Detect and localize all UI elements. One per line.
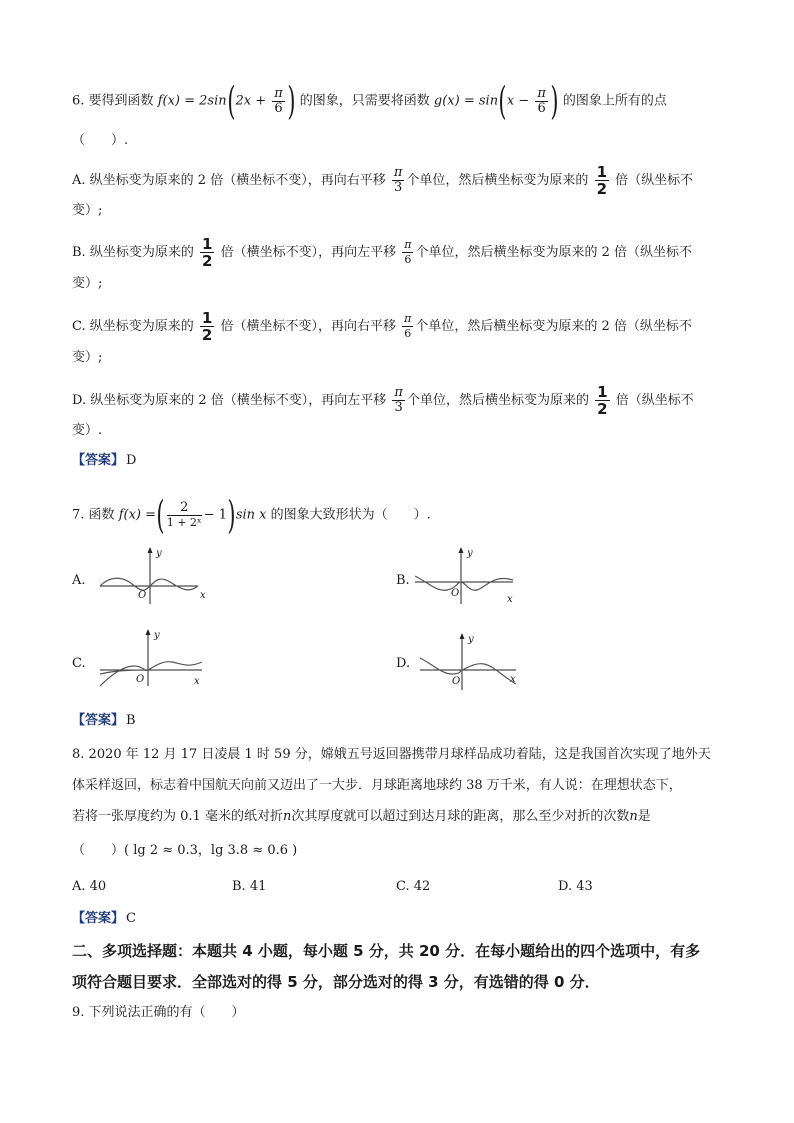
q7-stem: 7. 函数 f(x) =( $\frac{2}{\text{1 + 2ˣ}}$ − 1)sin x 的图象大致形状为（ ）. bbox=[72, 493, 431, 537]
q6-f-fraction: $\frac{\pi}{6}$ bbox=[274, 85, 283, 116]
answer-value: D bbox=[126, 453, 137, 468]
axis-y-label: y bbox=[468, 634, 474, 645]
q6-f-lhs: f(x) = 2sin bbox=[157, 93, 227, 109]
q8-line-4: （ ）( lg 2 ≈ 0.3，lg 3.8 ≈ 0.6 ) bbox=[72, 843, 298, 858]
q8-answer bbox=[72, 910, 136, 928]
q7-answer bbox=[72, 712, 136, 730]
q6-option-b: B. 纵坐标变为原来的 $\frac{1}{2}$ 倍（横坐标不变），再向左平移 $\frac{\pi}{6}$ 个单位，然后横坐标变为原来的 2 倍（纵坐标不 bbox=[72, 235, 692, 270]
answer-label: 【答案】 bbox=[72, 713, 125, 728]
q7-graph-d bbox=[418, 632, 538, 694]
axis-x-label: x bbox=[510, 674, 516, 685]
q6-option-b-cont: 变）; bbox=[72, 276, 103, 291]
q7-graph-c-label: C. bbox=[72, 656, 86, 671]
q6-g-arg: x − bbox=[506, 93, 530, 109]
q6-option-c-cont: 变）; bbox=[72, 350, 103, 365]
axis-x-label: x bbox=[200, 590, 206, 601]
q6-g-lhs: g(x) = sin bbox=[433, 93, 499, 109]
q6-f-arg: 2x + bbox=[235, 93, 267, 109]
q8-option-a: A. 40 bbox=[72, 879, 107, 894]
q8-line-3: 若将一张厚度约为 0.1 毫米的纸对折n次其厚度就可以超过到达月球的距离，那么至少对折的次数n是 bbox=[72, 809, 651, 824]
q6-stem: 6. 要得到函数 f(x) = 2sin(2x + $\frac{\pi}{6}$ ) 的图象，只需要将函数 g(x) = sin(x − $\frac{\pi}{6}$ ) 的图象上所有的点 bbox=[72, 79, 667, 123]
q6-option-a: A. 纵坐标变为原来的 2 倍（横坐标不变），再向右平移 $\frac{\pi}{3}$ 个单位，然后横坐标变为原来的 $\frac{1}{2}$ 倍（纵坐标不 bbox=[72, 163, 694, 198]
answer-label: 【答案】 bbox=[72, 911, 125, 926]
q7-graph-d-label: D. bbox=[396, 656, 411, 671]
origin-label: O bbox=[136, 674, 145, 685]
section-2-heading-line-2: 项符合题目要求．全部选对的得 5 分，部分选对的得 3 分，有选错的得 0 分． bbox=[72, 973, 600, 991]
axis-y-label: y bbox=[154, 630, 160, 641]
origin-label: O bbox=[138, 590, 147, 601]
axis-x-label: x bbox=[507, 594, 513, 605]
q9-stem: 9. 下列说法正确的有（ ） bbox=[72, 1005, 245, 1020]
q7-fraction: $\frac{2}{\text{1 + 2ˣ}}$ bbox=[166, 499, 202, 529]
q7-graph-a bbox=[98, 546, 218, 608]
q7-graph-b bbox=[413, 546, 533, 608]
q6-option-a-cont: 变）; bbox=[72, 203, 103, 218]
origin-label: O bbox=[452, 676, 461, 687]
q6-paren: （ ）. bbox=[72, 133, 129, 148]
q6-stem-text-b: 的图象，只需要将函数 bbox=[299, 93, 430, 109]
answer-value: B bbox=[126, 713, 136, 728]
q8-line-1: 8. 2020 年 12 月 17 日凌晨 1 时 59 分，嫦娥五号返回器携带月球样品成功着陆，这是我国首次实现了地外天 bbox=[72, 747, 711, 762]
q8-option-c: C. 42 bbox=[396, 879, 431, 894]
q8-option-b: B. 41 bbox=[232, 879, 267, 894]
q6-g-fraction: $\frac{\pi}{6}$ bbox=[537, 85, 546, 116]
q6-option-d-cont: 变）. bbox=[72, 423, 103, 438]
q6-answer bbox=[72, 452, 136, 470]
answer-label: 【答案】 bbox=[72, 453, 125, 468]
answer-value: C bbox=[126, 911, 136, 926]
q8-option-d: D. 43 bbox=[558, 879, 593, 894]
q6-number: 6. bbox=[72, 93, 85, 109]
origin-label: O bbox=[451, 588, 460, 599]
q7-graph-a-label: A. bbox=[72, 573, 86, 588]
axis-x-label: x bbox=[194, 676, 200, 687]
q6-stem-text-c: 的图象上所有的点 bbox=[562, 93, 667, 109]
q8-line-2: 体采样返回，标志着中国航天向前又迈出了一大步．月球距离地球约 38 万千米，有人说：在理想状态下， bbox=[72, 778, 682, 793]
axis-y-label: y bbox=[467, 548, 473, 559]
q6-option-c: C. 纵坐标变为原来的 $\frac{1}{2}$ 倍（横坐标不变），再向右平移 $\frac{\pi}{6}$ 个单位，然后横坐标变为原来的 2 倍（纵坐标不 bbox=[72, 309, 692, 344]
section-2-heading-line-1: 二、多项选择题：本题共 4 小题，每小题 5 分，共 20 分．在每小题给出的四个选项中，有多 bbox=[72, 942, 701, 960]
q6-option-d: D. 纵坐标变为原来的 2 倍（横坐标不变），再向左平移 $\frac{\pi}{3}$ 个单位，然后横坐标变为原来的 $\frac{1}{2}$ 倍（纵坐标不 bbox=[72, 383, 694, 418]
q6-stem-text-a: 要得到函数 bbox=[88, 93, 154, 109]
q7-graph-c bbox=[98, 628, 218, 690]
q7-graph-b-label: B. bbox=[396, 573, 410, 588]
axis-y-label: y bbox=[156, 548, 162, 559]
